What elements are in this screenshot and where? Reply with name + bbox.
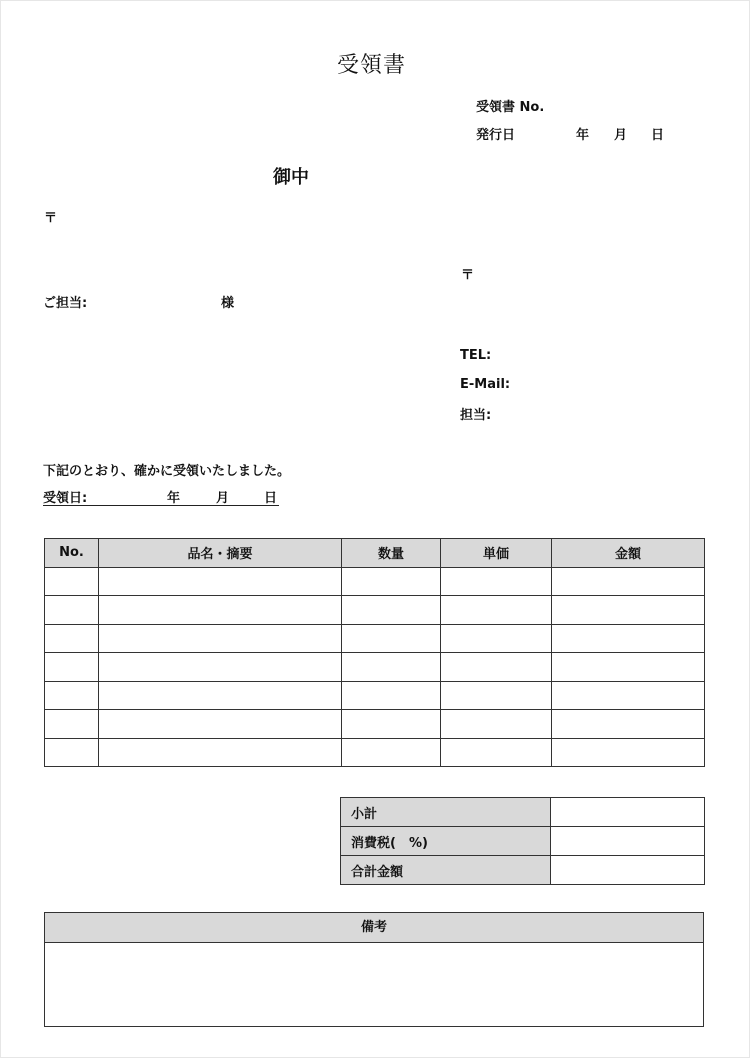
subtotal-label: 小計 bbox=[341, 798, 551, 827]
cell-no[interactable] bbox=[45, 596, 99, 625]
recipient-contact-label: ご担当: bbox=[43, 296, 88, 311]
header-item-description: 品名・摘要 bbox=[99, 539, 342, 568]
received-date-label: 受領日: bbox=[43, 491, 88, 506]
cell-amount[interactable] bbox=[552, 738, 705, 767]
header-amount: 金額 bbox=[552, 539, 705, 568]
remarks-label: 備考 bbox=[45, 913, 703, 943]
header-no: No. bbox=[45, 539, 99, 568]
sender-tel-label: TEL: bbox=[460, 348, 492, 363]
remarks-field[interactable] bbox=[45, 943, 703, 1026]
cell-quantity[interactable] bbox=[342, 653, 441, 682]
totals-table bbox=[340, 797, 705, 885]
cell-quantity[interactable] bbox=[342, 567, 441, 596]
cell-unit-price[interactable] bbox=[441, 624, 552, 653]
cell-no[interactable] bbox=[45, 567, 99, 596]
sender-postal-mark: 〒 bbox=[461, 268, 475, 283]
cell-item[interactable] bbox=[99, 567, 342, 596]
total-value[interactable] bbox=[551, 856, 705, 885]
cell-amount[interactable] bbox=[552, 596, 705, 625]
cell-quantity[interactable] bbox=[342, 710, 441, 739]
receipt-no-label: 受領書 No. bbox=[476, 100, 545, 115]
cell-quantity[interactable] bbox=[342, 624, 441, 653]
recipient-person-honorific: 様 bbox=[221, 296, 235, 311]
subtotal-value[interactable] bbox=[551, 798, 705, 827]
issue-month-label: 月 bbox=[614, 128, 628, 143]
cell-amount[interactable] bbox=[552, 710, 705, 739]
cell-item[interactable] bbox=[99, 596, 342, 625]
items-table bbox=[44, 538, 705, 767]
cell-no[interactable] bbox=[45, 710, 99, 739]
sender-staff-label: 担当: bbox=[460, 408, 492, 423]
cell-unit-price[interactable] bbox=[441, 596, 552, 625]
cell-item[interactable] bbox=[99, 681, 342, 710]
header-quantity: 数量 bbox=[342, 539, 441, 568]
cell-amount[interactable] bbox=[552, 653, 705, 682]
received-date-line bbox=[43, 487, 279, 506]
recipient-honorific: 御中 bbox=[273, 167, 309, 188]
table-row bbox=[45, 681, 705, 710]
cell-amount[interactable] bbox=[552, 624, 705, 653]
cell-item[interactable] bbox=[99, 624, 342, 653]
cell-no[interactable] bbox=[45, 738, 99, 767]
cell-item[interactable] bbox=[99, 653, 342, 682]
cell-amount[interactable] bbox=[552, 567, 705, 596]
receipt-statement: 下記のとおり、確かに受領いたしました。 bbox=[43, 464, 291, 479]
cell-no[interactable] bbox=[45, 624, 99, 653]
table-row bbox=[45, 738, 705, 767]
header-unit-price: 単価 bbox=[441, 539, 552, 568]
cell-unit-price[interactable] bbox=[441, 738, 552, 767]
table-row bbox=[45, 567, 705, 596]
cell-item[interactable] bbox=[99, 738, 342, 767]
total-row bbox=[341, 856, 705, 885]
remarks-box bbox=[44, 912, 704, 1027]
cell-unit-price[interactable] bbox=[441, 567, 552, 596]
cell-quantity[interactable] bbox=[342, 681, 441, 710]
document-title: 受領書 bbox=[337, 53, 407, 78]
cell-quantity[interactable] bbox=[342, 738, 441, 767]
tax-value[interactable] bbox=[551, 827, 705, 856]
table-row bbox=[45, 596, 705, 625]
issue-day-label: 日 bbox=[651, 128, 665, 143]
sender-email-label: E-Mail: bbox=[460, 377, 511, 392]
issue-date-label: 発行日 bbox=[476, 128, 516, 143]
issue-year-label: 年 bbox=[576, 128, 590, 143]
tax-label: 消費税( %) bbox=[341, 827, 551, 856]
total-label: 合計金額 bbox=[341, 856, 551, 885]
cell-item[interactable] bbox=[99, 710, 342, 739]
cell-amount[interactable] bbox=[552, 681, 705, 710]
received-month-label: 月 bbox=[216, 491, 230, 506]
cell-unit-price[interactable] bbox=[441, 681, 552, 710]
recipient-postal-mark: 〒 bbox=[44, 211, 58, 226]
items-header-row bbox=[45, 539, 705, 568]
table-row bbox=[45, 653, 705, 682]
cell-unit-price[interactable] bbox=[441, 653, 552, 682]
table-row bbox=[45, 710, 705, 739]
cell-no[interactable] bbox=[45, 653, 99, 682]
table-row bbox=[45, 624, 705, 653]
cell-unit-price[interactable] bbox=[441, 710, 552, 739]
cell-quantity[interactable] bbox=[342, 596, 441, 625]
tax-row bbox=[341, 827, 705, 856]
subtotal-row bbox=[341, 798, 705, 827]
received-day-label: 日 bbox=[264, 491, 278, 506]
received-year-label: 年 bbox=[167, 491, 181, 506]
cell-no[interactable] bbox=[45, 681, 99, 710]
